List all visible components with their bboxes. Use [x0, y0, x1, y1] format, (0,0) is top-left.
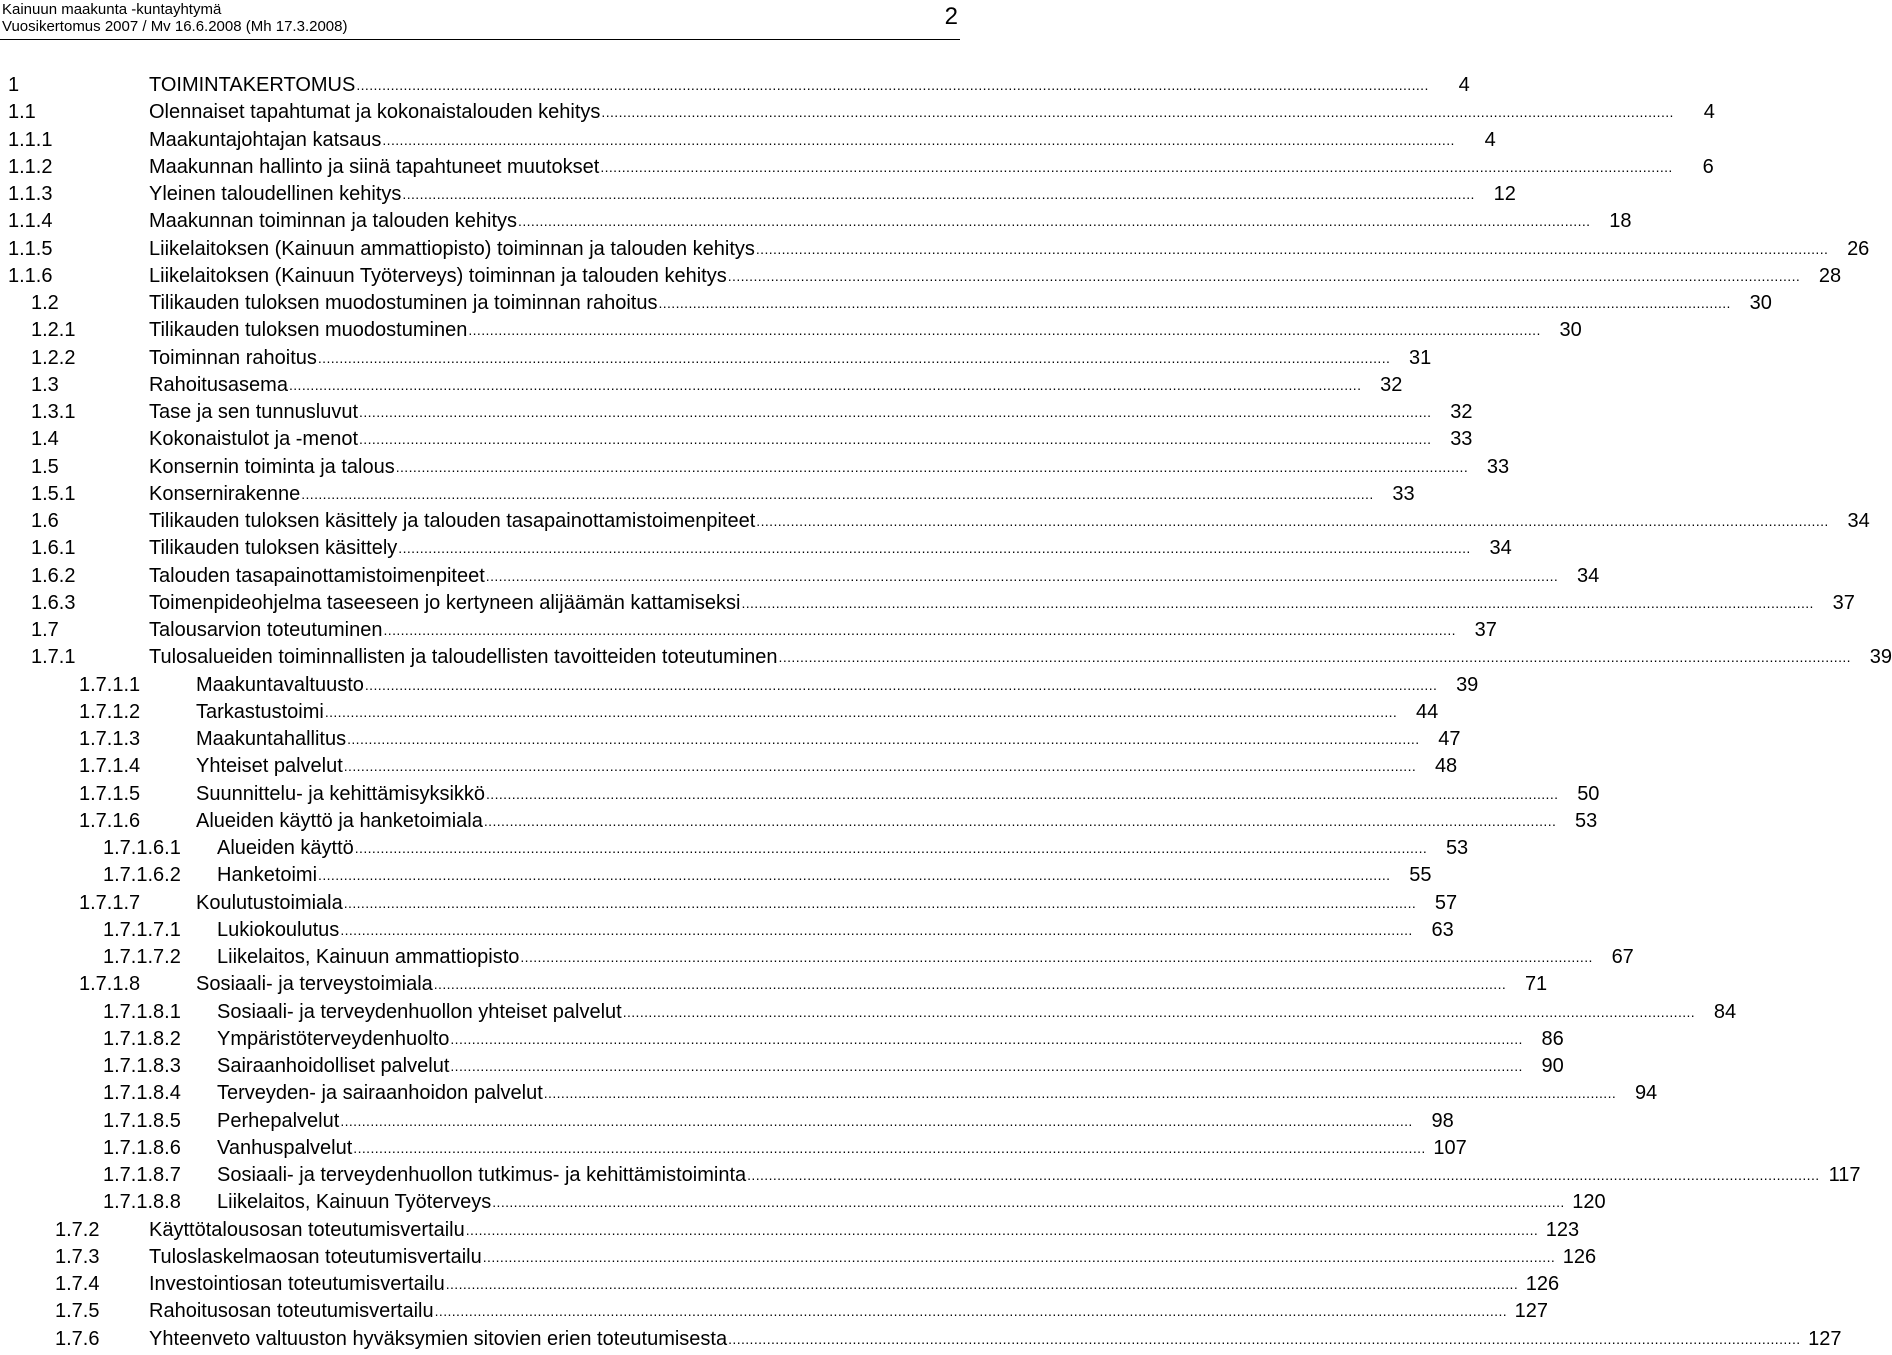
toc-entry-title: Maakuntavaltuusto [196, 673, 364, 696]
toc-entry-title: Konsernirakenne [149, 482, 301, 505]
toc-entry-number: 1.6 [31, 510, 59, 532]
toc-dot-leader [396, 458, 1468, 476]
toc-entry-page: 50 [1577, 782, 1600, 805]
toc-entry[interactable] [103, 834, 1469, 860]
toc-entry-title: Rahoitusosan toteutumisvertailu [149, 1300, 434, 1323]
toc-entry-page: 32 [1380, 373, 1403, 396]
toc-entry-page: 31 [1409, 346, 1432, 369]
toc-entry-number: 1.6.1 [31, 537, 76, 560]
toc-entry-page: 94 [1634, 1082, 1658, 1105]
toc-entry-number: 1.7.1.5 [79, 782, 141, 805]
toc-entry[interactable] [31, 425, 1473, 451]
toc-entry-page: 37 [1474, 619, 1497, 641]
header-organization: Kainuun maakunta -kuntayhtymä [2, 1, 222, 18]
toc-entry-title: Yhteenveto valtuuston hyväksymien sitovien erien toteutumisesta [149, 1327, 728, 1350]
toc-entry-title: Maakuntajohtajan katsaus [149, 128, 382, 151]
toc-dot-leader [446, 1275, 1518, 1293]
toc-entry-title: Liikelaitoksen (Kainuun ammattiopisto) toiminnan ja talouden kehitys [149, 237, 755, 260]
toc-entry[interactable] [55, 1325, 1842, 1351]
toc-entry-page: 30 [1559, 319, 1582, 342]
toc-entry-title: Konsernin toiminta ja talous [149, 455, 395, 478]
toc-entry-page: 18 [1609, 210, 1632, 233]
toc-entry-number: 1.7.4 [55, 1273, 100, 1295]
toc-entry-title: Sairaanhoidolliset palvelut [217, 1055, 450, 1077]
toc-entry-title: Talouden tasapainottamistoimenpiteet [149, 564, 485, 587]
toc-dot-leader [340, 921, 1412, 939]
toc-entry-page: 86 [1541, 1027, 1564, 1050]
toc-entry-page: 98 [1431, 1109, 1454, 1132]
toc-entry-number: 1.2 [31, 292, 59, 314]
toc-entry-title: Rahoitusasema [149, 373, 288, 396]
toc-entry-title: Sosiaali- ja terveydenhuollon tutkimus- ja kehittämistoiminta [217, 1164, 747, 1186]
toc-entry[interactable] [8, 262, 1842, 288]
toc-entry-title: Maakunnan toiminnan ja talouden kehitys [149, 210, 518, 233]
toc-entry-page: 47 [1438, 728, 1461, 750]
toc-entry-number: 1.7.1.1 [79, 673, 141, 696]
toc-entry-page: 55 [1409, 864, 1432, 887]
toc-entry[interactable] [31, 344, 1432, 370]
toc-entry[interactable] [31, 507, 1870, 533]
toc-dot-leader [728, 1330, 1800, 1348]
toc-entry-number: 1.3.1 [31, 401, 76, 423]
toc-entry-page: 33 [1450, 428, 1473, 451]
toc-entry[interactable] [8, 126, 1496, 152]
toc-entry-number: 1.7.1.6.2 [103, 864, 181, 887]
toc-entry-number: 1.7.1.8.6 [103, 1136, 181, 1159]
toc-entry-page: 4 [1458, 74, 1470, 96]
toc-entry[interactable] [31, 562, 1600, 588]
toc-entry-title: Toimenpideohjelma taseeseen jo kertyneen alijäämän kattamiseksi [149, 591, 741, 614]
toc-entry-page: 126 [1525, 1273, 1560, 1295]
toc-entry-title: Liikelaitos, Kainuun ammattiopisto [217, 946, 520, 968]
toc-entry-number: 1.7.1.8.2 [103, 1027, 181, 1050]
toc-entry[interactable] [103, 1079, 1658, 1105]
toc-entry-title: Perhepalvelut [217, 1109, 340, 1132]
toc-entry[interactable] [8, 235, 1870, 261]
toc-entry[interactable] [31, 616, 1497, 642]
toc-entry-title: Tilikauden tuloksen käsittely ja talouden tasapainottamistoimenpiteet [149, 510, 756, 532]
toc-entry-page: 34 [1847, 510, 1870, 532]
toc-dot-leader [492, 1193, 1564, 1211]
toc-entry-number: 1.7.1.8.7 [103, 1164, 181, 1186]
toc-entry[interactable] [79, 698, 1439, 724]
toc-entry-page: 33 [1486, 455, 1510, 478]
toc-dot-leader [779, 648, 1851, 666]
toc-entry[interactable] [103, 1188, 1606, 1214]
toc-entry-title: Toiminnan rahoitus [149, 346, 317, 369]
toc-entry-number: 1.7.6 [55, 1327, 100, 1350]
toc-dot-leader [518, 212, 1590, 230]
toc-entry-number: 1.7.1.7 [79, 891, 141, 914]
toc-dot-leader [301, 485, 1373, 503]
toc-entry-number: 1.7.2 [55, 1218, 100, 1241]
toc-entry[interactable] [55, 1216, 1580, 1242]
toc-dot-leader [353, 1139, 1425, 1157]
toc-entry[interactable] [55, 1297, 1549, 1323]
toc-entry-number: 1.7.1.6 [79, 809, 141, 832]
toc-entry-title: Tase ja sen tunnusluvut [149, 401, 359, 423]
toc-entry-page: 84 [1713, 1000, 1737, 1023]
toc-entry-page: 53 [1445, 837, 1469, 859]
toc-entry[interactable] [31, 480, 1415, 506]
toc-entry-page: 44 [1415, 700, 1439, 723]
toc-dot-leader [340, 1112, 1412, 1130]
toc-dot-leader [398, 539, 1470, 557]
toc-entry-title: Koulutustoimiala [196, 891, 343, 914]
toc-entry[interactable] [103, 1161, 1861, 1187]
toc-entry-number: 1.5 [31, 455, 59, 478]
page-number: 2 [944, 3, 958, 30]
toc-entry-number: 1.1.5 [8, 237, 53, 260]
toc-dot-leader [347, 730, 1419, 748]
toc-entry-title: Liikelaitoksen (Kainuun Työterveys) toiminnan ja talouden kehitys [149, 264, 727, 287]
toc-dot-leader [658, 294, 1730, 312]
toc-entry[interactable] [103, 1025, 1564, 1051]
toc-entry-page: 32 [1450, 401, 1473, 423]
toc-entry-title: Tulosalueiden toiminnallisten ja taloudellisten tavoitteiden toteutuminen [149, 646, 778, 669]
toc-entry-number: 1.2.1 [31, 319, 76, 342]
toc-entry-title: Alueiden käyttö ja hanketoimiala [196, 809, 483, 832]
toc-entry-title: Talousarvion toteutuminen [149, 619, 383, 641]
toc-entry-number: 1.7.1.3 [79, 728, 141, 750]
toc-dot-leader [359, 403, 1431, 421]
toc-entry-title: Maakunnan hallinto ja siinä tapahtuneet muutokset [149, 155, 600, 178]
toc-entry-page: 117 [1828, 1164, 1861, 1186]
toc-entry-page: 71 [1524, 973, 1548, 996]
toc-entry[interactable] [8, 71, 1470, 97]
toc-dot-leader [382, 131, 1454, 149]
toc-entry[interactable] [103, 1107, 1454, 1133]
toc-dot-leader [486, 785, 1558, 803]
toc-entry-title: Investointiosan toteutumisvertailu [149, 1273, 445, 1295]
toc-entry-number: 1.7.1.2 [79, 700, 141, 723]
toc-entry-page: 127 [1808, 1327, 1842, 1350]
toc-dot-leader [728, 267, 1800, 285]
toc-dot-leader [623, 1003, 1695, 1021]
toc-entry-title: Hanketoimi [217, 864, 318, 887]
toc-dot-leader [383, 621, 1455, 639]
toc-entry-page: 127 [1514, 1300, 1549, 1323]
toc-entry-number: 1.7.1.8.4 [103, 1082, 181, 1105]
toc-entry[interactable] [79, 752, 1458, 778]
toc-entry[interactable] [103, 1134, 1467, 1160]
toc-entry[interactable] [8, 207, 1632, 233]
toc-entry[interactable] [79, 970, 1548, 996]
toc-dot-leader [468, 321, 1540, 339]
toc-entry-title: Vanhuspalvelut [217, 1136, 353, 1159]
toc-entry-number: 1 [8, 74, 20, 96]
toc-entry-number: 1.7.1.8.3 [103, 1055, 181, 1077]
toc-entry-number: 1.2.2 [31, 346, 76, 369]
toc-entry-title: Yleinen taloudellinen kehitys [149, 183, 402, 205]
toc-dot-leader [600, 158, 1672, 176]
toc-entry-number: 1.1.6 [8, 264, 53, 287]
toc-entry-title: Alueiden käyttö [217, 837, 354, 859]
toc-entry-title: Tilikauden tuloksen muodostuminen ja toiminnan rahoitus [149, 292, 658, 314]
toc-entry-number: 1.5.1 [31, 482, 76, 505]
toc-entry-title: Maakuntahallitus [196, 728, 347, 750]
toc-entry-title: TOIMINTAKERTOMUS [149, 74, 356, 96]
toc-dot-leader [756, 240, 1828, 258]
toc-dot-leader [466, 1221, 1538, 1239]
toc-entry-page: 39 [1456, 673, 1479, 696]
toc-entry[interactable] [31, 398, 1473, 424]
toc-entry-title: Suunnittelu- ja kehittämisyksikkö [196, 782, 486, 805]
toc-entry-number: 1.1.2 [8, 155, 53, 178]
page-header [0, 0, 960, 40]
toc-entry-title: Yhteiset palvelut [196, 755, 343, 778]
toc-dot-leader [365, 676, 1437, 694]
toc-entry[interactable] [31, 589, 1855, 615]
toc-entry-title: Sosiaali- ja terveydenhuollon yhteiset palvelut [217, 1000, 622, 1023]
toc-entry-page: 123 [1545, 1218, 1580, 1241]
toc-entry-page: 107 [1433, 1136, 1467, 1159]
toc-entry-number: 1.7.1.8 [79, 973, 141, 996]
header-divider [0, 39, 960, 40]
toc-entry-page: 90 [1541, 1055, 1564, 1077]
toc-entry-page: 120 [1572, 1191, 1606, 1214]
toc-entry-page: 53 [1575, 809, 1598, 832]
toc-entry-title: Ympäristöterveydenhuolto [217, 1027, 450, 1050]
toc-entry-title: Liikelaitos, Kainuun Työterveys [217, 1191, 492, 1214]
toc-entry-page: 30 [1749, 292, 1772, 314]
toc-entry-page: 26 [1847, 237, 1870, 260]
toc-entry-number: 1.7.1.6.1 [103, 837, 181, 859]
toc-dot-leader [344, 757, 1416, 775]
toc-entry[interactable] [31, 371, 1403, 397]
toc-entry-number: 1.7.1.4 [79, 755, 141, 778]
toc-entry-page: 57 [1434, 891, 1458, 914]
toc-entry-page: 126 [1562, 1245, 1597, 1268]
toc-entry[interactable] [31, 643, 1892, 669]
header-document-info: Vuosikertomus 2007 / Mv 16.6.2008 (Mh 17.3.2008) [2, 18, 348, 35]
toc-entry-title: Tilikauden tuloksen muodostuminen [149, 319, 468, 342]
toc-entry-number: 1.6.3 [31, 591, 76, 614]
toc-entry-number: 1.4 [31, 428, 59, 451]
toc-entry-page: 37 [1832, 591, 1855, 614]
toc-entry[interactable] [55, 1243, 1597, 1269]
toc-dot-leader [344, 894, 1416, 912]
toc-entry[interactable] [8, 153, 1714, 179]
toc-entry-page: 63 [1431, 918, 1454, 941]
toc-dot-leader [434, 975, 1506, 993]
toc-entry[interactable] [79, 807, 1598, 833]
toc-entry-title: Tuloslaskelmaosan toteutumisvertailu [149, 1245, 482, 1268]
toc-dot-leader [741, 594, 1813, 612]
toc-entry[interactable] [8, 180, 1516, 206]
toc-entry[interactable] [79, 889, 1458, 915]
toc-entry-title: Lukiokoulutus [217, 918, 340, 941]
toc-entry-page: 67 [1611, 946, 1634, 968]
toc-dot-leader [601, 103, 1673, 121]
toc-dot-leader [325, 703, 1397, 721]
toc-entry[interactable] [8, 98, 1715, 124]
toc-dot-leader [484, 812, 1556, 830]
toc-dot-leader [289, 376, 1361, 394]
toc-entry-number: 1.7.1.8.8 [103, 1191, 181, 1214]
toc-entry-number: 1.7.3 [55, 1245, 100, 1268]
toc-dot-leader [483, 1248, 1555, 1266]
toc-entry-title: Tarkastustoimi [196, 700, 324, 723]
toc-dot-leader [756, 512, 1828, 530]
toc-entry-page: 33 [1392, 482, 1415, 505]
toc-entry[interactable] [103, 916, 1454, 942]
toc-entry-number: 1.7.1.7.1 [103, 918, 181, 941]
toc-entry-number: 1.3 [31, 373, 59, 396]
toc-dot-leader [544, 1084, 1616, 1102]
toc-entry[interactable] [79, 780, 1600, 806]
toc-entry-page: 48 [1434, 755, 1458, 778]
toc-entry-number: 1.1.3 [8, 183, 53, 205]
toc-entry-number: 1.7.1.7.2 [103, 946, 181, 968]
toc-dot-leader [747, 1166, 1819, 1184]
toc-entry-title: Sosiaali- ja terveystoimiala [196, 973, 433, 996]
toc-entry-page: 12 [1493, 183, 1516, 205]
toc-entry-page: 6 [1702, 155, 1714, 178]
toc-entry-title: Terveyden- ja sairaanhoidon palvelut [217, 1082, 543, 1105]
toc-entry-number: 1.7.5 [55, 1300, 100, 1323]
toc-entry-page: 39 [1869, 646, 1892, 669]
toc-entry-title: Kokonaistulot ja -menot [149, 428, 359, 451]
toc-entry[interactable] [79, 725, 1461, 751]
toc-entry-number: 1.1.4 [8, 210, 53, 233]
toc-entry[interactable] [103, 1052, 1564, 1078]
toc-dot-leader [520, 948, 1592, 966]
toc-entry[interactable] [31, 534, 1512, 560]
toc-entry[interactable] [79, 671, 1479, 697]
toc-entry-page: 34 [1489, 537, 1512, 560]
toc-entry-page: 34 [1576, 564, 1600, 587]
toc-entry-number: 1.1.1 [8, 128, 53, 151]
toc-entry-number: 1.7.1.8.1 [103, 1000, 181, 1023]
toc-entry-number: 1.1 [8, 101, 36, 124]
toc-dot-leader [435, 1302, 1507, 1320]
toc-entry[interactable] [31, 289, 1772, 315]
toc-entry[interactable] [31, 453, 1510, 479]
toc-dot-leader [356, 76, 1428, 94]
toc-entry[interactable] [103, 861, 1432, 887]
toc-entry-title: Käyttötalousosan toteutumisvertailu [149, 1218, 465, 1241]
toc-dot-leader [402, 185, 1474, 203]
toc-entry[interactable] [55, 1270, 1560, 1296]
toc-dot-leader [355, 839, 1427, 857]
toc-dot-leader [359, 430, 1431, 448]
toc-entry-title: Tilikauden tuloksen käsittely [149, 537, 398, 560]
toc-dot-leader [450, 1057, 1522, 1075]
toc-entry-number: 1.7 [31, 619, 59, 641]
toc-entry[interactable] [31, 316, 1582, 342]
toc-entry-number: 1.7.1 [31, 646, 76, 669]
toc-entry-number: 1.6.2 [31, 564, 76, 587]
toc-entry-number: 1.7.1.8.5 [103, 1109, 181, 1132]
toc-dot-leader [318, 349, 1390, 367]
toc-entry-page: 28 [1818, 264, 1842, 287]
toc-entry[interactable] [103, 998, 1737, 1024]
toc-dot-leader [450, 1030, 1522, 1048]
toc-entry-title: Olennaiset tapahtumat ja kokonaistalouden kehitys [149, 101, 601, 124]
toc-entry-page: 4 [1703, 101, 1715, 124]
toc-dot-leader [318, 866, 1390, 884]
toc-entry[interactable] [103, 943, 1634, 969]
toc-dot-leader [486, 567, 1558, 585]
toc-entry-page: 4 [1484, 128, 1496, 151]
